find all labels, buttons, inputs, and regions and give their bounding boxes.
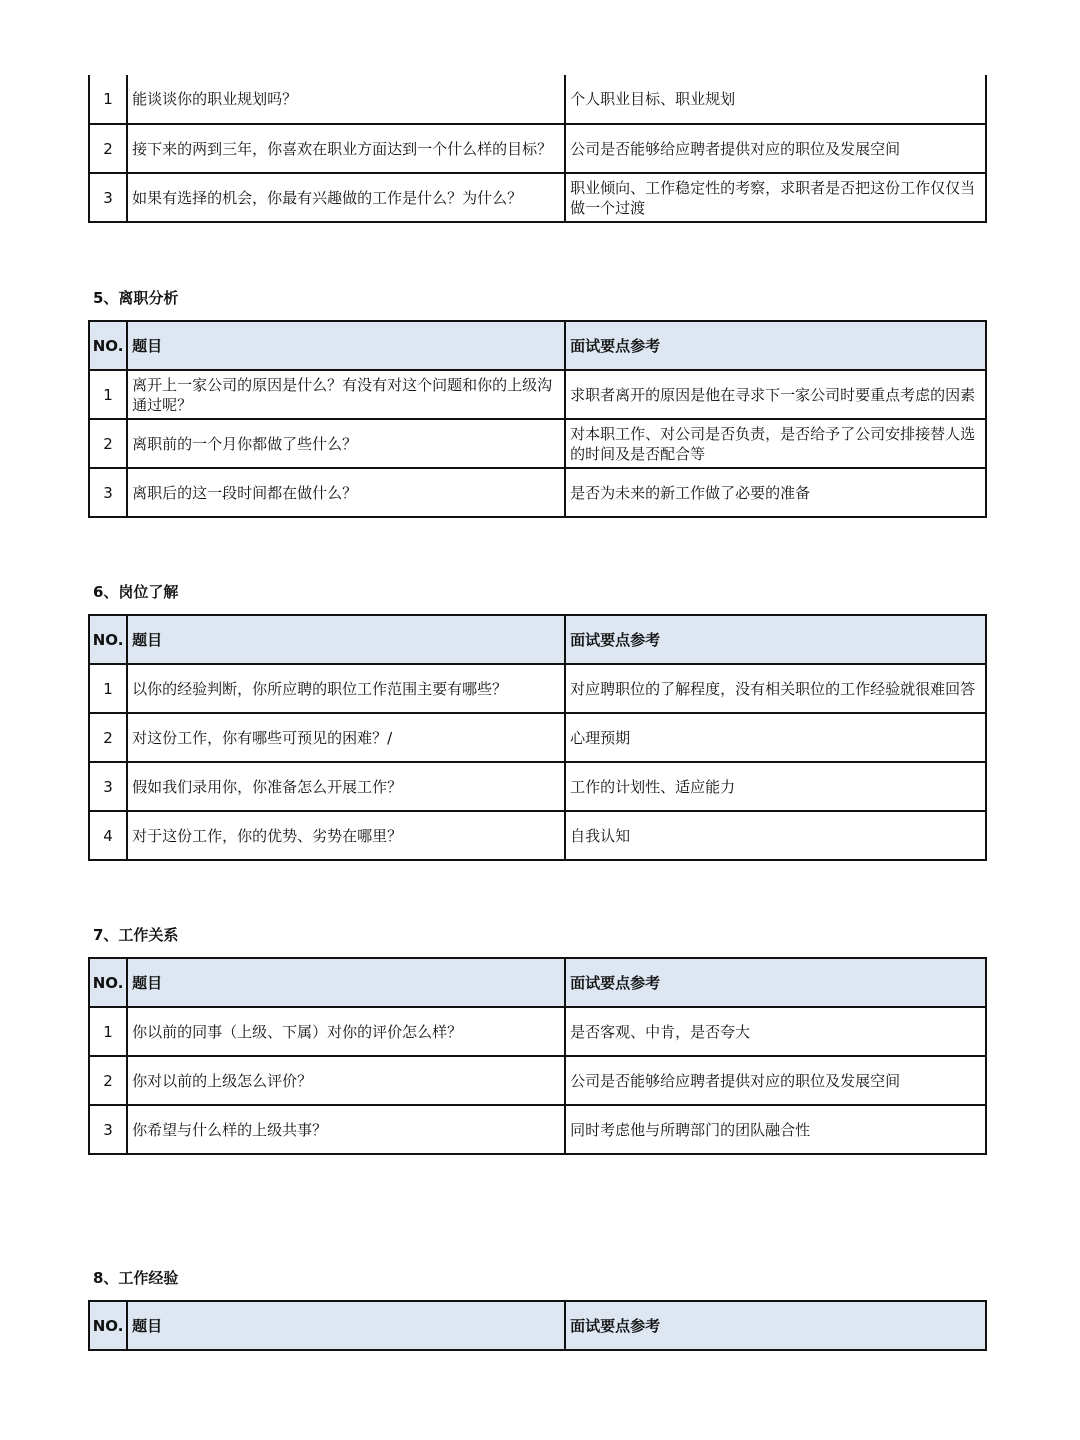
header-reference: 面试要点参考 xyxy=(565,1301,986,1350)
header-question: 题目 xyxy=(127,615,565,664)
reference-cell: 求职者离开的原因是他在寻求下一家公司时要重点考虑的因素 xyxy=(565,370,986,419)
table-row xyxy=(89,762,986,811)
row-number: 2 xyxy=(89,1056,127,1105)
header-question: 题目 xyxy=(127,958,565,1007)
row-number: 4 xyxy=(89,811,127,860)
question-cell: 你对以前的上级怎么评价？ xyxy=(127,1056,565,1105)
career-planning-table xyxy=(88,75,987,223)
header-no: NO. xyxy=(89,958,127,1007)
table-row xyxy=(89,419,986,468)
header-no: NO. xyxy=(89,1301,127,1350)
reference-cell: 对本职工作、对公司是否负责，是否给予了公司安排接替人选的时间及是否配合等 xyxy=(565,419,986,468)
reference-cell: 心理预期 xyxy=(565,713,986,762)
row-number: 3 xyxy=(89,173,127,222)
question-cell: 你以前的同事（上级、下属）对你的评价怎么样？ xyxy=(127,1007,565,1056)
table-row xyxy=(89,124,986,173)
reference-cell: 对应聘职位的了解程度，没有相关职位的工作经验就很难回答 xyxy=(565,664,986,713)
row-number: 2 xyxy=(89,419,127,468)
question-cell: 离职后的这一段时间都在做什么？ xyxy=(127,468,565,517)
reference-cell: 个人职业目标、职业规划 xyxy=(565,75,986,124)
table-header-row xyxy=(89,615,986,664)
table-row xyxy=(89,75,986,124)
question-cell: 对这份工作，你有哪些可预见的困难？/ xyxy=(127,713,565,762)
table-row xyxy=(89,1105,986,1154)
header-question: 题目 xyxy=(127,1301,565,1350)
reference-cell: 是否客观、中肯，是否夸大 xyxy=(565,1007,986,1056)
header-no: NO. xyxy=(89,615,127,664)
reference-cell: 自我认知 xyxy=(565,811,986,860)
question-cell: 如果有选择的机会，你最有兴趣做的工作是什么？为什么？ xyxy=(127,173,565,222)
table-header-row xyxy=(89,958,986,1007)
position-table xyxy=(88,614,987,861)
reference-cell: 职业倾向、工作稳定性的考察，求职者是否把这份工作仅仅当做一个过渡 xyxy=(565,173,986,222)
question-cell: 对于这份工作，你的优势、劣势在哪里？ xyxy=(127,811,565,860)
table-header-row xyxy=(89,321,986,370)
reference-cell: 同时考虑他与所聘部门的团队融合性 xyxy=(565,1105,986,1154)
row-number: 3 xyxy=(89,762,127,811)
row-number: 3 xyxy=(89,1105,127,1154)
reference-cell: 公司是否能够给应聘者提供对应的职位及发展空间 xyxy=(565,124,986,173)
header-reference: 面试要点参考 xyxy=(565,958,986,1007)
header-no: NO. xyxy=(89,321,127,370)
table-row xyxy=(89,664,986,713)
table-row xyxy=(89,1007,986,1056)
table-header-row xyxy=(89,1301,986,1350)
question-cell: 离开上一家公司的原因是什么？有没有对这个问题和你的上级沟通过呢？ xyxy=(127,370,565,419)
question-cell: 离职前的一个月你都做了些什么？ xyxy=(127,419,565,468)
question-cell: 能谈谈你的职业规划吗？ xyxy=(127,75,565,124)
work-experience-table xyxy=(88,1300,987,1351)
row-number: 2 xyxy=(89,124,127,173)
question-cell: 接下来的两到三年，你喜欢在职业方面达到一个什么样的目标？ xyxy=(127,124,565,173)
table-row xyxy=(89,468,986,517)
row-number: 3 xyxy=(89,468,127,517)
section-title-work-experience: 8、工作经验 xyxy=(93,1269,179,1287)
table-row xyxy=(89,370,986,419)
section-title-resignation: 5、离职分析 xyxy=(93,289,179,307)
row-number: 1 xyxy=(89,370,127,419)
row-number: 2 xyxy=(89,713,127,762)
table-row xyxy=(89,811,986,860)
row-number: 1 xyxy=(89,664,127,713)
reference-cell: 公司是否能够给应聘者提供对应的职位及发展空间 xyxy=(565,1056,986,1105)
table-row xyxy=(89,173,986,222)
header-reference: 面试要点参考 xyxy=(565,321,986,370)
work-relations-table xyxy=(88,957,987,1155)
reference-cell: 工作的计划性、适应能力 xyxy=(565,762,986,811)
section-title-position: 6、岗位了解 xyxy=(93,583,179,601)
table-row xyxy=(89,713,986,762)
table-row xyxy=(89,1056,986,1105)
question-cell: 你希望与什么样的上级共事？ xyxy=(127,1105,565,1154)
resignation-table xyxy=(88,320,987,518)
reference-cell: 是否为未来的新工作做了必要的准备 xyxy=(565,468,986,517)
header-question: 题目 xyxy=(127,321,565,370)
question-cell: 以你的经验判断，你所应聘的职位工作范围主要有哪些？ xyxy=(127,664,565,713)
header-reference: 面试要点参考 xyxy=(565,615,986,664)
row-number: 1 xyxy=(89,1007,127,1056)
row-number: 1 xyxy=(89,75,127,124)
section-title-work-relations: 7、工作关系 xyxy=(93,926,179,944)
question-cell: 假如我们录用你，你准备怎么开展工作？ xyxy=(127,762,565,811)
